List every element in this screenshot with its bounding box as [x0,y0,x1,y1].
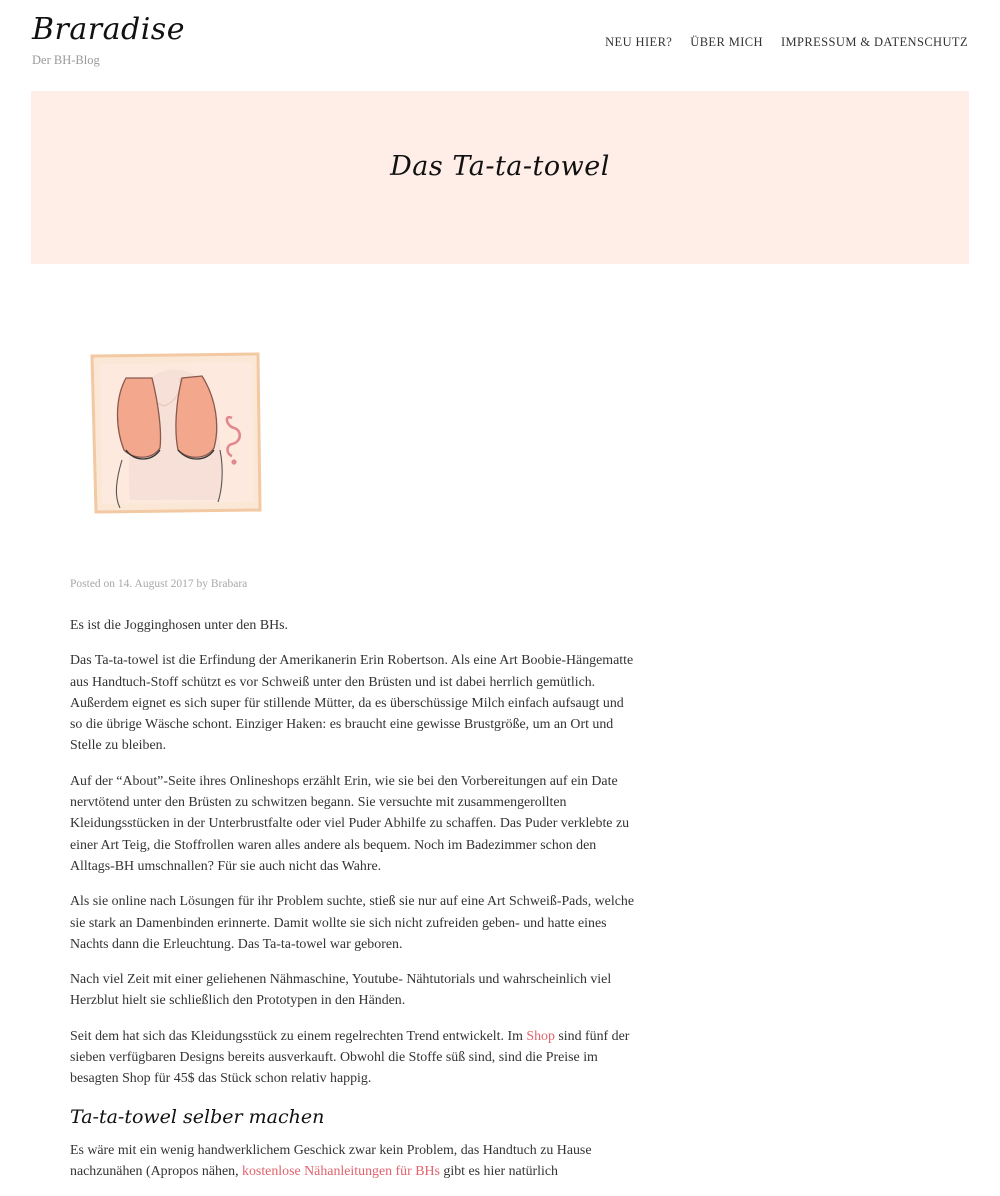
nav-item-neu-hier[interactable]: NEU HIER? [605,35,673,49]
paragraph-about-story: Auf der “About”-Seite ihres Onlineshops erzählt Erin, wie sie bei den Vorbereitungen auf ein Date nervtötend unter den Brüsten zu schwitzen begann. Sie versuchte mit zusammengerollten Kleidungsstücken in der Unterbrustfalte oder viel Puder Abhilfe zu schaffen. Das Puder verklebte zu einer Art Teig, die Stoffrollen waren alles andere als bequem. Noch im Badezimmer schon den Alltags-BH umschnallen? Für sie auch nicht das Wahre. [70,773,630,874]
paragraph-search: Als sie online nach Lösungen für ihr Problem suchte, stieß sie nur auf eine Art Schweiß-Pads, welche sie stark an Damenbinden erinnerte. Damit wollte sie sich nicht zufreiden geben- und hatte eines Nachts dann die Erleuchtung. Das Ta-ta-towel war geboren. [70,894,634,952]
site-tagline: Der BH-Blog [32,53,100,67]
by-label: by [196,578,209,590]
paragraph-diy-text-b: gibt es hier natürlich [439,1163,558,1179]
paragraph-invention: Das Ta-ta-towel ist die Erfindung der Amerikanerin Erin Robertson. Als eine Art Boobie-Hängematte aus Handtuch-Stoff schützt es vor Schweiß unter den Brüsten und ist dabei herrlich gemütlich. Außerdem eignet es sich super für stillende Mütter, da es überschüssige Milch einfach aufsaugt und so die übrige Wäsche schont. Einziger Haken: es braucht eine gewisse Brustgröße, um an Ort und Stelle zu bleiben. [70,653,634,754]
bra-towel-illustration-icon [86,350,264,520]
main-nav [605,35,968,50]
paragraph-shop [70,1026,638,1090]
paragraph-shop-text-a: Seit dem hat sich das Kleidungsstück zu einem regelrechten Trend entwickelt. Im [70,1028,527,1044]
section-heading-diy: Ta-ta-towel selber machen [70,1105,325,1128]
paragraph-diy [70,1140,638,1183]
featured-image [86,350,264,520]
page-title: Das Ta-ta-towel [390,151,610,182]
post-date-link[interactable]: 14. August 2017 [117,578,194,590]
post-author-link[interactable]: Brabara [210,578,248,590]
site-title[interactable]: Braradise [32,12,185,47]
post-content [70,615,638,1196]
nav-item-ueber-mich[interactable]: ÜBER MICH [690,35,763,49]
nav-item-impressum[interactable]: IMPRESSUM & DATENSCHUTZ [780,35,968,49]
paragraph-intro: Es ist die Jogginghosen unter den BHs. [70,618,288,633]
shop-link[interactable]: Shop [526,1028,555,1044]
post-meta [70,578,247,590]
sewing-instructions-link[interactable]: kostenlose Nähanleitungen für BHs [242,1163,440,1179]
paragraph-prototype: Nach viel Zeit mit einer geliehenen Nähmaschine, Youtube- Nähtutorials und wahrscheinlich viel Herzblut hielt sie schließlich den Prototypen in den Händen. [70,972,612,1009]
paragraph-shop-text-b: sind fünf der sieben verfügbaren Designs bereits ausverkauft. Obwohl die Stoffe süß sind, sind die Preise im besagten Shop für 45$ das Stück schon relativ happig. [70,1028,630,1087]
paragraph-diy-text-a: Es wäre mit ein wenig handwerklichem Geschick zwar kein Problem, das Handtuch zu Hause nachzunähen (Apropos nähen, [70,1142,592,1179]
page-header-banner [31,91,969,264]
posted-on-label: Posted on [70,578,116,590]
